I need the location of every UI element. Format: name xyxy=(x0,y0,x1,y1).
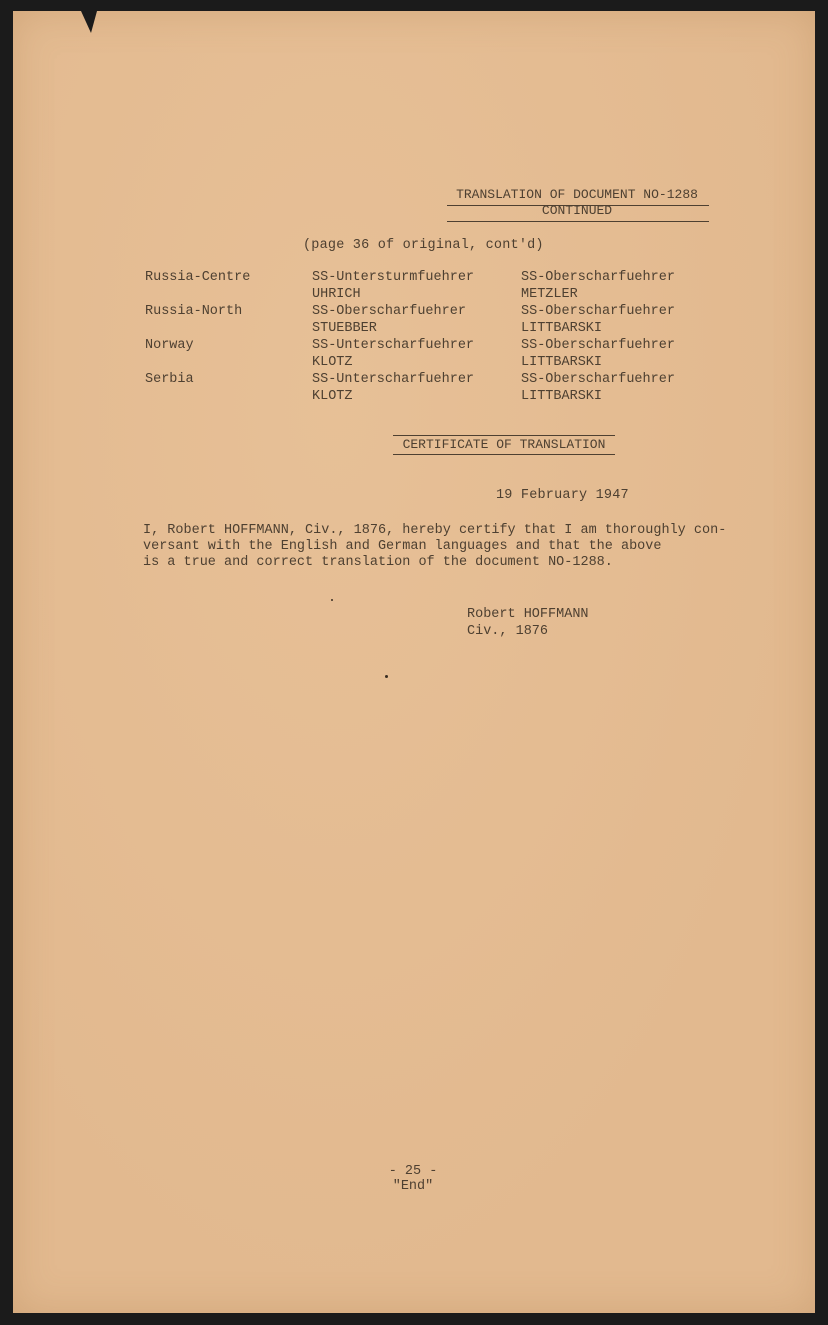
page-note: (page 36 of original, cont'd) xyxy=(303,238,544,253)
header-title: TRANSLATION OF DOCUMENT NO-1288 xyxy=(456,187,698,202)
signature-block xyxy=(467,606,589,640)
ink-speck xyxy=(385,675,388,678)
statement-line: versant with the English and German languages and that the above xyxy=(143,539,662,554)
header-underline xyxy=(447,205,709,206)
region-label: Russia-North xyxy=(145,304,243,319)
header-subtitle: CONTINUED xyxy=(541,203,613,218)
rank-primary: SS-Unterscharfuehrer KLOTZ xyxy=(312,372,475,404)
header-underline-bottom xyxy=(447,221,709,222)
signature-id: Civ., 1876 xyxy=(467,624,549,639)
region-label: Serbia xyxy=(145,372,194,387)
rank-secondary: SS-Oberscharfuehrer METZLER xyxy=(521,270,675,302)
rank-secondary: SS-Oberscharfuehrer LITTBARSKI xyxy=(521,372,675,404)
rank-secondary: SS-Oberscharfuehrer LITTBARSKI xyxy=(521,304,675,336)
end-mark: "End" xyxy=(392,1179,434,1194)
statement-line: I, Robert HOFFMANN, Civ., 1876, hereby certify that I am thoroughly con- xyxy=(143,523,727,538)
rank-primary: SS-Unterscharfuehrer KLOTZ xyxy=(312,338,475,370)
cert-overline xyxy=(393,435,615,436)
region-label: Norway xyxy=(145,338,194,353)
statement-line: is a true and correct translation of the document NO-1288. xyxy=(143,555,613,570)
region-label: Russia-Centre xyxy=(145,270,251,285)
rank-primary: SS-Untersturmfuehrer UHRICH xyxy=(312,270,475,302)
certificate-date: 19 February 1947 xyxy=(496,488,629,503)
page-footer xyxy=(373,1164,453,1194)
rank-primary: SS-Oberscharfuehrer STUEBBER xyxy=(312,304,466,336)
ink-speck xyxy=(331,599,333,601)
certificate-title: CERTIFICATE OF TRANSLATION xyxy=(402,437,606,452)
document-page xyxy=(13,11,815,1313)
page-number: - 25 - xyxy=(388,1164,438,1179)
cert-underline xyxy=(393,454,615,455)
document-header xyxy=(445,187,709,219)
certificate-statement xyxy=(143,523,763,571)
corner-tear xyxy=(81,11,97,33)
signature-name: Robert HOFFMANN xyxy=(467,607,589,622)
rank-secondary: SS-Oberscharfuehrer LITTBARSKI xyxy=(521,338,675,370)
